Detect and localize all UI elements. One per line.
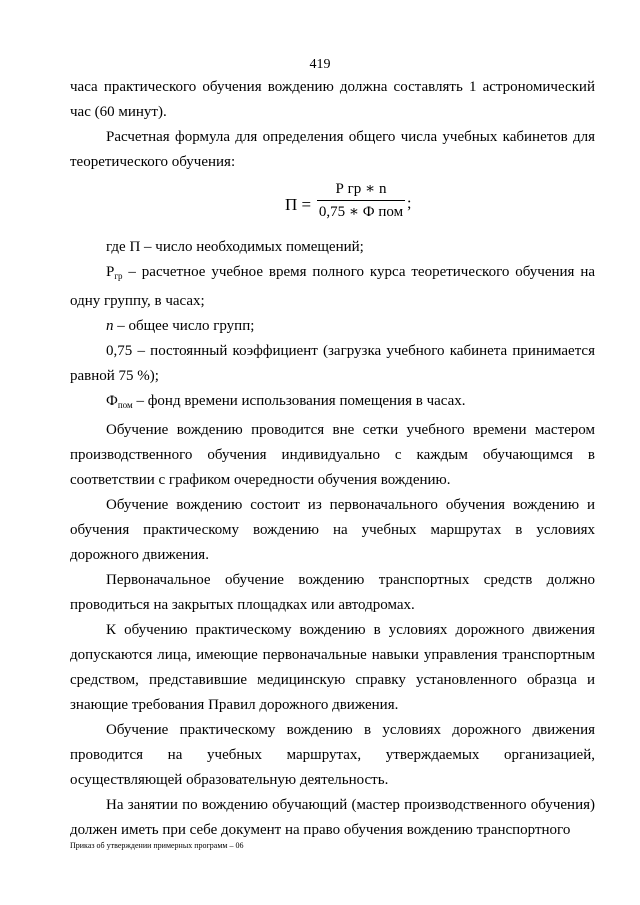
symbol-f: Ф — [106, 393, 118, 409]
definition-n: – общее число групп; — [113, 318, 255, 334]
paragraph-p-gr — [70, 260, 595, 314]
definition-f-pom: – фонд времени использования помещения в часах. — [132, 393, 466, 409]
formula-lhs: П = — [285, 195, 312, 214]
paragraph-driving-stages: Обучение вождению состоит из первоначального обучения вождению и обучения практическому вождению на учебных маршрутах в условиях дорожного движения. — [70, 497, 595, 563]
subscript-pom: пом — [117, 400, 133, 410]
formula-terminator: ; — [407, 195, 412, 212]
paragraph-driving-schedule: Обучение вождению проводится вне сетки учебного времени мастером производственного обучения индивидуально с каждым обучающимся в соответствии с графиком очередности обучения вождению. — [70, 422, 595, 488]
fraction-bar — [317, 200, 405, 201]
paragraph-admission: К обучению практическому вождению в условиях дорожного движения допускаются лица, имеющие первоначальные навыки управления транспортным средством, представившие медицинскую справку установленного образца и знающие требования Правил дорожного движения. — [70, 622, 595, 713]
formula — [70, 177, 595, 233]
formula-numerator: Р гр ∗ n — [335, 181, 387, 197]
paragraph-1: часа практического обучения вождению должна составлять 1 астрономический час (60 минут). — [70, 79, 595, 120]
paragraph-coefficient: 0,75 – постоянный коэффициент (загрузка учебного кабинета принимается равной 75 %); — [70, 343, 595, 384]
symbol-p: Р — [106, 264, 115, 280]
paragraph-n — [70, 314, 595, 339]
formula-denominator: 0,75 ∗ Ф пом — [318, 204, 404, 220]
definition-p-gr: – расчетное учебное время полного курса теоретического обучения на одну группу, в часах; — [70, 264, 595, 309]
formula-fraction — [317, 179, 405, 222]
paragraph-where: где П – число необходимых помещений; — [106, 239, 364, 255]
paragraph-2: Расчетная формула для определения общего числа учебных кабинетов для теоретического обучения: — [70, 129, 595, 170]
footer-note: Приказ об утверждении примерных программ – 06 — [70, 841, 244, 850]
subscript-gr: гр — [114, 271, 123, 281]
paragraph-initial-training: Первоначальное обучение вождению транспортных средств должно проводиться на закрытых площадках или автодромах. — [70, 572, 595, 613]
symbol-n: n — [106, 318, 114, 334]
paragraph-routes: Обучение практическому вождению в условиях дорожного движения проводится на учебных маршрутах, утверждаемых организацией, осуществляющей образовательную деятельность. — [70, 722, 595, 788]
paragraph-instructor-document: На занятии по вождению обучающий (мастер производственного обучения) должен иметь при себе документ на право обучения вождению транспортного — [70, 797, 595, 838]
paragraph-f-pom — [70, 389, 595, 418]
page-number: 419 — [309, 57, 331, 72]
body-text — [70, 75, 595, 843]
